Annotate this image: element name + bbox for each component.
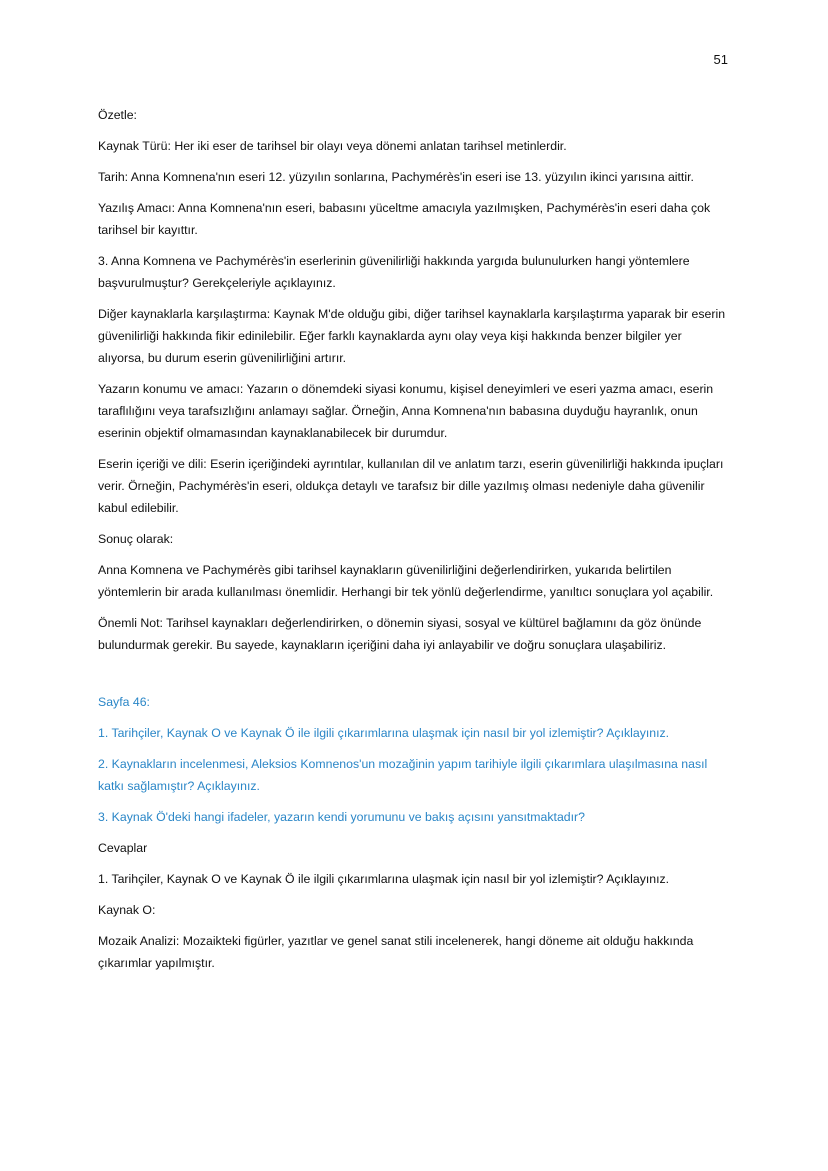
answer-question: 1. Tarihçiler, Kaynak O ve Kaynak Ö ile ilgili çıkarımlarına ulaşmak için nasıl bir yol izlemiştir? Açıklayınız.: [98, 872, 670, 886]
paragraph: Yazılış Amacı: Anna Komnena'nın eseri, babasını yüceltme amacıyla yazılmışken, Pachymérès'in eseri daha çok tarihsel bir kayıttır.: [98, 201, 711, 237]
section-heading: Sayfa 46:: [98, 695, 150, 709]
question-item: 1. Tarihçiler, Kaynak O ve Kaynak Ö ile ilgili çıkarımlarına ulaşmak için nasıl bir yol izlemiştir? Açıklayınız.: [98, 726, 670, 740]
answers-heading: Cevaplar: [98, 841, 148, 855]
paragraph: Eserin içeriği ve dili: Eserin içeriğindeki ayrıntılar, kullanılan dil ve anlatım tarzı, eserin güvenilirliği hakkında ipuçları verir. Örneğin, Pachymérès'in eseri, oldukça detaylı ve tarafsız bir dille yazılmış olması nedeniyle daha güvenilir kabul edilebilir.: [98, 457, 724, 515]
question-item: 2. Kaynakların incelenmesi, Aleksios Komnenos'un mozağinin yapım tarihiyle ilgili çıkarımlara ulaşılmasına nasıl katkı sağlamıştır? Açıklayınız.: [98, 757, 708, 793]
question-paragraph: 3. Anna Komnena ve Pachymérès'in eserlerinin güvenilirliği hakkında yargıda bulunulurken hangi yöntemlere başvurulmuştur? Gerekçeleriyle açıklayınız.: [98, 254, 690, 290]
paragraph: Kaynak Türü: Her iki eser de tarihsel bir olayı veya dönemi anlatan tarihsel metinlerdir.: [98, 139, 567, 153]
document-body: [98, 104, 730, 983]
conclusion-heading: Sonuç olarak:: [98, 532, 174, 546]
paragraph: Tarih: Anna Komnena'nın eseri 12. yüzyılın sonlarına, Pachymérès'in eseri ise 13. yüzyılın ikinci yarısına aittir.: [98, 170, 694, 184]
source-heading: Kaynak O:: [98, 903, 156, 917]
paragraph: Mozaik Analizi: Mozaikteki figürler, yazıtlar ve genel sanat stili incelenerek, hangi döneme ait olduğu hakkında çıkarımlar yapılmıştır.: [98, 934, 694, 970]
paragraph: Diğer kaynaklarla karşılaştırma: Kaynak M'de olduğu gibi, diğer tarihsel kaynaklarla karşılaştırma yaparak bir eserin güvenilirliği hakkında fikir edinilebilir. Eğer farklı kaynaklarda aynı olay veya kişi hakkında benzer bilgiler yer alıyorsa, bu durum eserin güvenilirliğini artırır.: [98, 307, 726, 365]
question-item: 3. Kaynak Ö'deki hangi ifadeler, yazarın kendi yorumunu ve bakış açısını yansıtmaktadır?: [98, 810, 585, 824]
important-note: Önemli Not: Tarihsel kaynakları değerlendirirken, o dönemin siyasi, sosyal ve kültürel bağlamını da göz önünde bulundurmak gerekir. Bu sayede, kaynakların içeriğini daha iyi anlayabilir ve doğru sonuçlara ulaşabiliriz.: [98, 616, 702, 652]
summary-heading: Özetle:: [98, 108, 137, 122]
paragraph: Yazarın konumu ve amacı: Yazarın o dönemdeki siyasi konumu, kişisel deneyimleri ve eseri yazma amacı, eserin taraflılığını veya tarafsızlığını anlamayı sağlar. Örneğin, Anna Komnena'nın babasına duyduğu hayranlık, onun eserinin objektif olmamasından kaynaklanabilecek bir durumdur.: [98, 382, 714, 440]
page-number: 51: [713, 52, 728, 67]
paragraph: Anna Komnena ve Pachymérès gibi tarihsel kaynakların güvenilirliğini değerlendirirken, yukarıda belirtilen yöntemlerin bir arada kullanılması önemlidir. Herhangi bir tek yönlü değerlendirme, yanıltıcı sonuçlara yol açabilir.: [98, 563, 714, 599]
